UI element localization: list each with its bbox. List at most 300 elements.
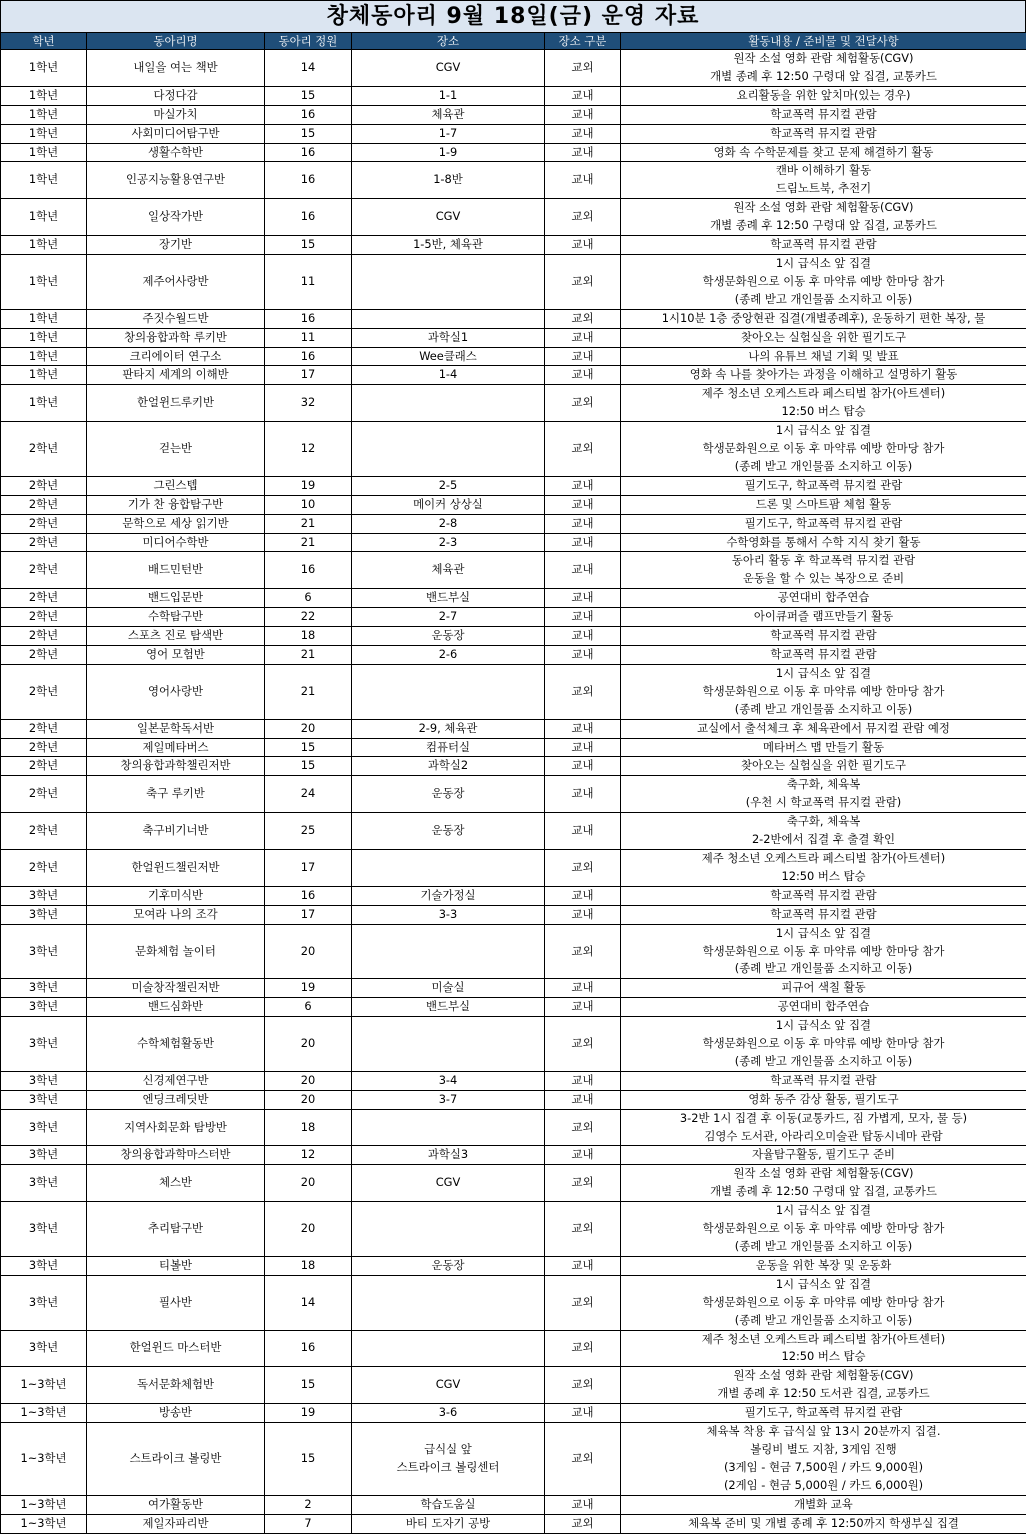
table-row — [1, 998, 1026, 1017]
capacity-cell: 12 — [265, 422, 352, 477]
place-line: CGV — [354, 1174, 542, 1192]
activity-line: (종례 받고 개인물품 소지하고 이동) — [623, 1312, 1024, 1330]
place-cell — [352, 776, 545, 813]
activity-cell — [621, 1275, 1026, 1330]
capacity-cell: 19 — [265, 1404, 352, 1423]
table-row — [1, 924, 1026, 979]
capacity-cell: 14 — [265, 50, 352, 87]
club-name-cell: 수학체험활동반 — [87, 1017, 265, 1072]
place-type-cell: 교외 — [545, 1367, 621, 1404]
activity-cell — [621, 328, 1026, 347]
place-line: 1-4 — [354, 366, 542, 384]
place-type-cell: 교내 — [545, 236, 621, 255]
club-name-cell: 추리탐구반 — [87, 1202, 265, 1257]
club-name-cell: 여가활동반 — [87, 1495, 265, 1514]
place-line: 운동장 — [354, 627, 542, 645]
place-type-cell: 교내 — [545, 514, 621, 533]
club-name-cell: 기가 찬 융합탐구반 — [87, 495, 265, 514]
place-cell — [352, 162, 545, 199]
club-name-cell: 축구 루키반 — [87, 776, 265, 813]
grade-cell: 3학년 — [1, 1256, 87, 1275]
activity-line: 동아리 활동 후 학교폭력 뮤지컬 관람 — [623, 552, 1024, 570]
table-row — [1, 1275, 1026, 1330]
activity-cell — [621, 476, 1026, 495]
place-cell — [352, 236, 545, 255]
table-row — [1, 514, 1026, 533]
place-type-cell: 교내 — [545, 495, 621, 514]
table-row — [1, 905, 1026, 924]
header-place: 장소 — [352, 33, 545, 50]
place-line: 1-9 — [354, 144, 542, 162]
activity-cell — [621, 533, 1026, 552]
activity-line: 원작 소설 영화 관람 체험활동(CGV) — [623, 1367, 1024, 1385]
table-row — [1, 1090, 1026, 1109]
capacity-cell: 21 — [265, 646, 352, 665]
activity-line: 개별 종례 후 12:50 도서관 집결, 교통카드 — [623, 1385, 1024, 1403]
place-line: 1-5반, 체육관 — [354, 236, 542, 254]
capacity-cell: 20 — [265, 1202, 352, 1257]
grade-cell: 1학년 — [1, 236, 87, 255]
place-type-cell: 교내 — [545, 719, 621, 738]
activity-line: 원작 소설 영화 관람 체험활동(CGV) — [623, 1165, 1024, 1183]
capacity-cell: 20 — [265, 1071, 352, 1090]
grade-cell: 2학년 — [1, 495, 87, 514]
table-row — [1, 608, 1026, 627]
place-cell — [352, 366, 545, 385]
place-type-cell: 교내 — [545, 1404, 621, 1423]
activity-line: 학생문화원으로 이동 후 마약류 예방 한마당 참가 — [623, 943, 1024, 961]
club-name-cell: 엔딩크레딧반 — [87, 1090, 265, 1109]
activity-line: 김영수 도서관, 아라리오미술관 탑동시네마 관람 — [623, 1128, 1024, 1146]
activity-cell — [621, 757, 1026, 776]
capacity-cell: 32 — [265, 385, 352, 422]
table-row — [1, 738, 1026, 757]
place-line: 1-8반 — [354, 171, 542, 189]
activity-line: 피규어 색칠 활동 — [623, 979, 1024, 997]
capacity-cell: 20 — [265, 1090, 352, 1109]
place-line: 밴드부실 — [354, 589, 542, 607]
place-type-cell: 교내 — [545, 757, 621, 776]
table-row — [1, 105, 1026, 124]
place-line: 3-3 — [354, 906, 542, 924]
place-line: 기술가정실 — [354, 887, 542, 905]
capacity-cell: 17 — [265, 849, 352, 886]
grade-cell: 2학년 — [1, 776, 87, 813]
place-type-cell: 교외 — [545, 385, 621, 422]
activity-line: 체육복 준비 및 개별 종례 후 12:50까지 학생부실 집결 — [623, 1515, 1024, 1533]
table-row — [1, 646, 1026, 665]
club-name-cell: 독서문화체험반 — [87, 1367, 265, 1404]
club-name-cell: 미술창작챌린저반 — [87, 979, 265, 998]
capacity-cell: 21 — [265, 533, 352, 552]
grade-cell: 3학년 — [1, 1109, 87, 1146]
table-row — [1, 143, 1026, 162]
activity-line: 1시 급식소 앞 집결 — [623, 665, 1024, 683]
capacity-cell: 15 — [265, 124, 352, 143]
capacity-cell: 16 — [265, 309, 352, 328]
capacity-cell: 2 — [265, 1495, 352, 1514]
grade-cell: 1학년 — [1, 366, 87, 385]
place-cell — [352, 124, 545, 143]
capacity-cell: 20 — [265, 1017, 352, 1072]
place-type-cell: 교외 — [545, 309, 621, 328]
place-cell — [352, 385, 545, 422]
place-line: 바티 도자기 공방 — [354, 1515, 542, 1533]
activity-line: 축구화, 체육복 — [623, 776, 1024, 794]
grade-cell: 2학년 — [1, 849, 87, 886]
place-cell — [352, 476, 545, 495]
activity-line: 필기도구, 학교폭력 뮤지컬 관람 — [623, 1404, 1024, 1422]
activity-line: 12:50 버스 탑승 — [623, 1348, 1024, 1366]
grade-cell: 1학년 — [1, 328, 87, 347]
place-line: 체육관 — [354, 561, 542, 579]
activity-line: 12:50 버스 탑승 — [623, 403, 1024, 421]
activity-line: 학교폭력 뮤지컬 관람 — [623, 646, 1024, 664]
place-cell — [352, 905, 545, 924]
header-activity: 활동내용 / 준비물 및 전달사항 — [621, 33, 1026, 50]
capacity-cell: 16 — [265, 162, 352, 199]
place-type-cell: 교외 — [545, 849, 621, 886]
capacity-cell: 6 — [265, 589, 352, 608]
activity-line: 학생문화원으로 이동 후 마약류 예방 한마당 참가 — [623, 683, 1024, 701]
place-cell — [352, 979, 545, 998]
club-name-cell: 기후미식반 — [87, 886, 265, 905]
capacity-cell: 16 — [265, 105, 352, 124]
place-line: 과학실1 — [354, 329, 542, 347]
club-name-cell: 필사반 — [87, 1275, 265, 1330]
place-type-cell: 교외 — [545, 1330, 621, 1367]
activity-cell — [621, 646, 1026, 665]
activity-line: 학교폭력 뮤지컬 관람 — [623, 906, 1024, 924]
grade-cell: 3학년 — [1, 1202, 87, 1257]
club-name-cell: 제일메타버스 — [87, 738, 265, 757]
table-row — [1, 50, 1026, 87]
place-type-cell: 교외 — [545, 1165, 621, 1202]
activity-cell — [621, 86, 1026, 105]
club-name-cell: 미디어수학반 — [87, 533, 265, 552]
header-club-name: 동아리명 — [87, 33, 265, 50]
place-line: 운동장 — [354, 1257, 542, 1275]
place-cell — [352, 627, 545, 646]
place-type-cell: 교내 — [545, 905, 621, 924]
activity-cell — [621, 905, 1026, 924]
place-type-cell: 교외 — [545, 1017, 621, 1072]
table-row — [1, 86, 1026, 105]
activity-cell — [621, 979, 1026, 998]
place-line: 과학실3 — [354, 1146, 542, 1164]
club-name-cell: 영어사랑반 — [87, 664, 265, 719]
grade-cell: 2학년 — [1, 646, 87, 665]
capacity-cell: 15 — [265, 86, 352, 105]
activity-line: 공연대비 합주연습 — [623, 589, 1024, 607]
club-name-cell: 밴드입문반 — [87, 589, 265, 608]
activity-line: 제주 청소년 오케스트라 페스티벌 참가(아트센터) — [623, 850, 1024, 868]
activity-cell — [621, 1090, 1026, 1109]
grade-cell: 3학년 — [1, 1275, 87, 1330]
grade-cell: 3학년 — [1, 979, 87, 998]
activity-cell — [621, 1514, 1026, 1533]
grade-cell: 2학년 — [1, 476, 87, 495]
capacity-cell: 17 — [265, 366, 352, 385]
grade-cell: 2학년 — [1, 738, 87, 757]
grade-cell: 3학년 — [1, 998, 87, 1017]
activity-line: 1시 급식소 앞 집결 — [623, 1202, 1024, 1220]
place-cell — [352, 998, 545, 1017]
place-line: 스트라이크 볼링센터 — [354, 1459, 542, 1477]
place-line: Wee클래스 — [354, 348, 542, 366]
activity-cell — [621, 589, 1026, 608]
activity-line: 학교폭력 뮤지컬 관람 — [623, 1072, 1024, 1090]
table-row — [1, 627, 1026, 646]
club-name-cell: 창의융합과학마스터반 — [87, 1146, 265, 1165]
grade-cell: 1학년 — [1, 86, 87, 105]
grade-cell: 2학년 — [1, 757, 87, 776]
activity-line: 수학영화를 통해서 수학 지식 찾기 활동 — [623, 534, 1024, 552]
capacity-cell: 18 — [265, 1256, 352, 1275]
grade-cell: 3학년 — [1, 1090, 87, 1109]
place-type-cell: 교외 — [545, 1202, 621, 1257]
capacity-cell: 11 — [265, 254, 352, 309]
capacity-cell: 16 — [265, 1330, 352, 1367]
place-cell — [352, 514, 545, 533]
header-row — [1, 33, 1026, 50]
club-name-cell: 축구비기너반 — [87, 813, 265, 850]
club-name-cell: 그린스텝 — [87, 476, 265, 495]
place-cell — [352, 105, 545, 124]
capacity-cell: 10 — [265, 495, 352, 514]
activity-cell — [621, 998, 1026, 1017]
club-name-cell: 판타지 세계의 이해반 — [87, 366, 265, 385]
place-cell — [352, 533, 545, 552]
activity-cell — [621, 1017, 1026, 1072]
activity-cell — [621, 366, 1026, 385]
place-line: 과학실2 — [354, 757, 542, 775]
place-line: 2-9, 체육관 — [354, 720, 542, 738]
activity-line: 제주 청소년 오케스트라 페스티벌 참가(아트센터) — [623, 385, 1024, 403]
activity-cell — [621, 627, 1026, 646]
table-row — [1, 719, 1026, 738]
activity-line: 찾아오는 실험실을 위한 필기도구 — [623, 757, 1024, 775]
activity-cell — [621, 1202, 1026, 1257]
activity-cell — [621, 1495, 1026, 1514]
activity-cell — [621, 495, 1026, 514]
activity-line: 학교폭력 뮤지컬 관람 — [623, 125, 1024, 143]
activity-cell — [621, 924, 1026, 979]
activity-line: 개별 종례 후 12:50 구령대 앞 집결, 교통카드 — [623, 1183, 1024, 1201]
club-name-cell: 모여라 나의 조각 — [87, 905, 265, 924]
place-cell — [352, 143, 545, 162]
table-row — [1, 1495, 1026, 1514]
table-row — [1, 1514, 1026, 1533]
grade-cell: 3학년 — [1, 924, 87, 979]
table-row — [1, 162, 1026, 199]
place-type-cell: 교외 — [545, 1109, 621, 1146]
club-name-cell: 한얼윈드 마스터반 — [87, 1330, 265, 1367]
club-name-cell: 장기반 — [87, 236, 265, 255]
place-cell — [352, 738, 545, 757]
activity-cell — [621, 664, 1026, 719]
place-type-cell: 교내 — [545, 646, 621, 665]
capacity-cell: 6 — [265, 998, 352, 1017]
place-cell — [352, 1404, 545, 1423]
activity-line: 개별 종례 후 12:50 구령대 앞 집결, 교통카드 — [623, 217, 1024, 235]
place-type-cell: 교내 — [545, 105, 621, 124]
capacity-cell: 16 — [265, 886, 352, 905]
place-type-cell: 교외 — [545, 1514, 621, 1533]
table-row — [1, 385, 1026, 422]
capacity-cell: 18 — [265, 627, 352, 646]
place-type-cell: 교내 — [545, 347, 621, 366]
club-name-cell: 체스반 — [87, 1165, 265, 1202]
place-cell — [352, 664, 545, 719]
table-row — [1, 979, 1026, 998]
place-line: 3-6 — [354, 1404, 542, 1422]
place-type-cell: 교내 — [545, 1146, 621, 1165]
club-name-cell: 생활수학반 — [87, 143, 265, 162]
activity-line: 1시 급식소 앞 집결 — [623, 255, 1024, 273]
place-type-cell: 교내 — [545, 998, 621, 1017]
place-line: 학습도움실 — [354, 1496, 542, 1514]
activity-cell — [621, 1330, 1026, 1367]
capacity-cell: 17 — [265, 905, 352, 924]
club-name-cell: 다정다감 — [87, 86, 265, 105]
activity-cell — [621, 1404, 1026, 1423]
activity-line: 학생문화원으로 이동 후 마약류 예방 한마당 참가 — [623, 1035, 1024, 1053]
place-type-cell: 교내 — [545, 813, 621, 850]
place-line: 운동장 — [354, 785, 542, 803]
table-row — [1, 1367, 1026, 1404]
table-row — [1, 1071, 1026, 1090]
activity-cell — [621, 813, 1026, 850]
place-cell — [352, 254, 545, 309]
place-cell — [352, 86, 545, 105]
grade-cell: 2학년 — [1, 533, 87, 552]
activity-cell — [621, 738, 1026, 757]
club-name-cell: 스트라이크 볼링반 — [87, 1423, 265, 1496]
activity-line: 1시10분 1층 중앙현관 집결(개별종례후), 운동하기 편한 복장, 물 — [623, 310, 1024, 328]
place-type-cell: 교내 — [545, 608, 621, 627]
club-name-cell: 크리에이터 연구소 — [87, 347, 265, 366]
place-cell — [352, 1495, 545, 1514]
place-cell — [352, 1109, 545, 1146]
table-row — [1, 366, 1026, 385]
activity-cell — [621, 1423, 1026, 1496]
grade-cell: 1학년 — [1, 50, 87, 87]
activity-cell — [621, 776, 1026, 813]
place-cell — [352, 1514, 545, 1533]
grade-cell: 1~3학년 — [1, 1514, 87, 1533]
place-type-cell: 교내 — [545, 1090, 621, 1109]
activity-cell — [621, 608, 1026, 627]
place-cell — [352, 608, 545, 627]
place-cell — [352, 347, 545, 366]
place-type-cell: 교내 — [545, 738, 621, 757]
club-name-cell: 창의융합과학 루키반 — [87, 328, 265, 347]
table-row — [1, 1404, 1026, 1423]
activity-cell — [621, 514, 1026, 533]
place-type-cell: 교외 — [545, 199, 621, 236]
place-line: 2-5 — [354, 477, 542, 495]
place-cell — [352, 1017, 545, 1072]
activity-cell — [621, 886, 1026, 905]
grade-cell: 2학년 — [1, 813, 87, 850]
grade-cell: 2학년 — [1, 552, 87, 589]
grade-cell: 3학년 — [1, 1071, 87, 1090]
place-line: 2-3 — [354, 534, 542, 552]
capacity-cell: 19 — [265, 476, 352, 495]
activity-cell — [621, 719, 1026, 738]
club-name-cell: 문화체험 놀이터 — [87, 924, 265, 979]
place-cell — [352, 849, 545, 886]
capacity-cell: 7 — [265, 1514, 352, 1533]
capacity-cell: 15 — [265, 236, 352, 255]
place-cell — [352, 646, 545, 665]
place-type-cell: 교내 — [545, 124, 621, 143]
place-type-cell: 교내 — [545, 162, 621, 199]
place-line: 급식실 앞 — [354, 1441, 542, 1459]
place-type-cell: 교외 — [545, 50, 621, 87]
capacity-cell: 11 — [265, 328, 352, 347]
grade-cell: 2학년 — [1, 664, 87, 719]
place-cell — [352, 719, 545, 738]
activity-cell — [621, 385, 1026, 422]
place-type-cell: 교내 — [545, 627, 621, 646]
activity-cell — [621, 422, 1026, 477]
place-type-cell: 교내 — [545, 552, 621, 589]
activity-line: 드론 및 스마트팜 체험 활동 — [623, 496, 1024, 514]
place-line: 3-7 — [354, 1091, 542, 1109]
place-line: CGV — [354, 208, 542, 226]
activity-cell — [621, 1109, 1026, 1146]
club-name-cell: 주짓수월드반 — [87, 309, 265, 328]
place-cell — [352, 886, 545, 905]
place-line: 2-6 — [354, 646, 542, 664]
club-name-cell: 일본문학독서반 — [87, 719, 265, 738]
activity-line: 필기도구, 학교폭력 뮤지컬 관람 — [623, 477, 1024, 495]
grade-cell: 1~3학년 — [1, 1495, 87, 1514]
activity-line: 영화 동주 감상 활동, 필기도구 — [623, 1091, 1024, 1109]
club-name-cell: 신경제연구반 — [87, 1071, 265, 1090]
table-row — [1, 849, 1026, 886]
place-line: 미술실 — [354, 979, 542, 997]
activity-line: 1시 급식소 앞 집결 — [623, 925, 1024, 943]
activity-line: (2게임 - 현금 5,000원 / 카드 6,000원) — [623, 1477, 1024, 1495]
capacity-cell: 20 — [265, 924, 352, 979]
capacity-cell: 24 — [265, 776, 352, 813]
grade-cell: 2학년 — [1, 627, 87, 646]
activity-cell — [621, 199, 1026, 236]
page-title: 창체동아리 9월 18일(금) 운영 자료 — [0, 0, 1026, 32]
place-cell — [352, 552, 545, 589]
header-place-type: 장소 구분 — [545, 33, 621, 50]
place-line: 체육관 — [354, 106, 542, 124]
activity-cell — [621, 50, 1026, 87]
activity-line: (종례 받고 개인물품 소지하고 이동) — [623, 458, 1024, 476]
table-row — [1, 1423, 1026, 1496]
table-row — [1, 776, 1026, 813]
grade-cell: 3학년 — [1, 1146, 87, 1165]
place-type-cell: 교내 — [545, 1256, 621, 1275]
place-line: 2-7 — [354, 608, 542, 626]
grade-cell: 1학년 — [1, 254, 87, 309]
activity-line: (종례 받고 개인물품 소지하고 이동) — [623, 701, 1024, 719]
club-name-cell: 내일을 여는 책반 — [87, 50, 265, 87]
capacity-cell: 20 — [265, 719, 352, 738]
capacity-cell: 20 — [265, 1165, 352, 1202]
grade-cell: 1학년 — [1, 162, 87, 199]
activity-line: 학교폭력 뮤지컬 관람 — [623, 887, 1024, 905]
table-row — [1, 124, 1026, 143]
